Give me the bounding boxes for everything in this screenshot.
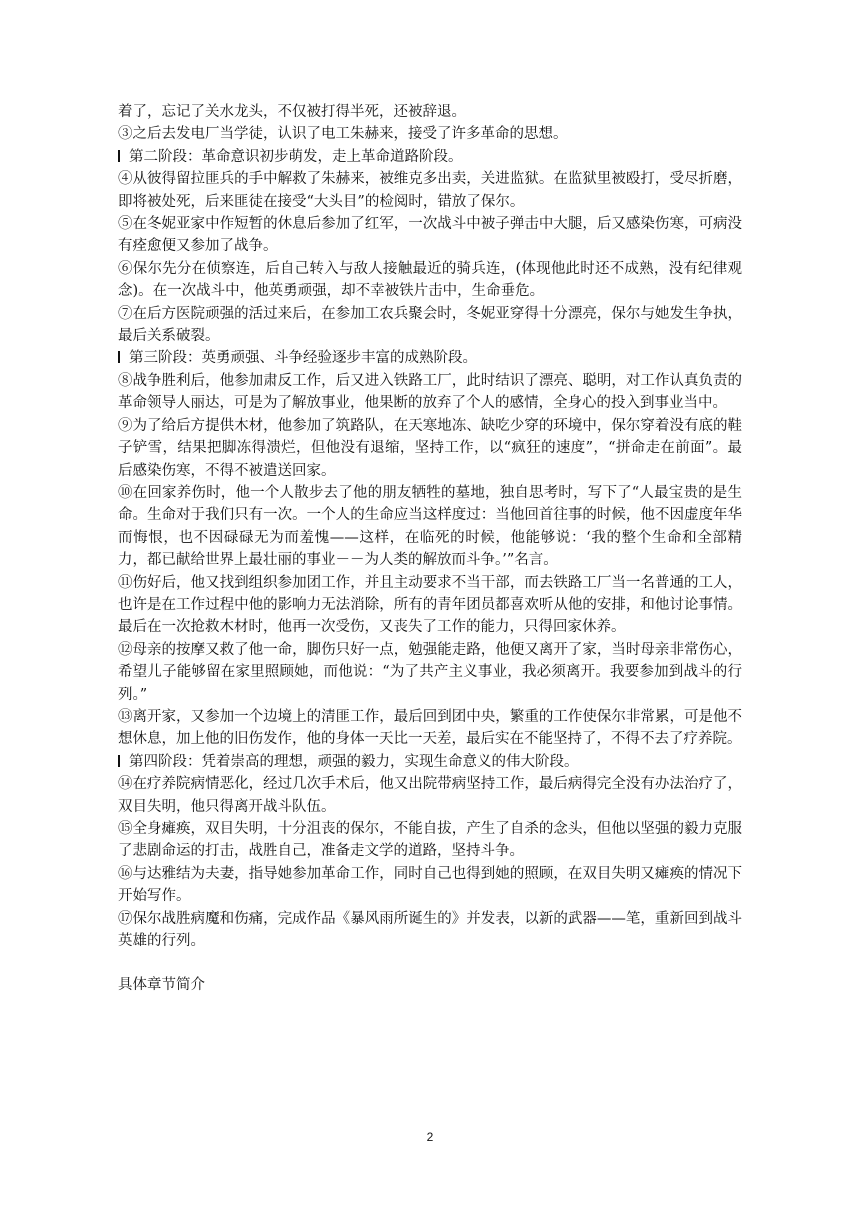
document-body — [118, 101, 742, 997]
paragraph: ⑥保尔先分在侦察连，后自己转入与敌人接触最近的骑兵连，(体现他此时还不成熟，没有纪律观念)。在一次战斗中，他英勇顽强，却不幸被铁片击中，生命垂危。 — [118, 260, 742, 300]
stage-bar-icon — [118, 150, 120, 162]
paragraph: ③之后去发电厂当学徒，认识了电工朱赫来，接受了许多革命的思想。 — [118, 126, 568, 143]
paragraph: ⑩在回家养伤时，他一个人散步去了他的朋友牺牲的墓地，独自思考时，写下了“人最宝贵的是生命。生命对于我们只有一次。一个人的生命应当这样度过：当他回首往事的时候，他不因虚度年华而悔恨，也不因碌碌无为而羞愧——这样，在临死的时候，他能够说：‘我的整个生命和全部精力，都已献给世界上最壮丽的事业－－为人类的解放而斗争。’”名言。 — [118, 484, 742, 569]
stage-heading-text: 第二阶段：革命意识初步萌发，走上革命道路阶段。 — [129, 148, 463, 165]
section-heading: 具体章节简介 — [118, 977, 205, 994]
paragraph: ⑰保尔战胜病魔和伤痛，完成作品《暴风雨所诞生的》并发表，以新的武器——笔，重新回到战斗英雄的行列。 — [118, 910, 742, 950]
stage-heading — [118, 146, 742, 168]
stage-bar-icon — [118, 755, 120, 767]
paragraph: ⑦在后方医院顽强的活过来后，在参加工农兵聚会时，冬妮亚穿得十分漂亮，保尔与她发生争执，最后关系破裂。 — [118, 305, 742, 345]
paragraph: ⑬离开家，又参加一个边境上的清匪工作，最后回到团中央，繁重的工作使保尔非常累，可是他不想休息，加上他的旧伤发作，他的身体一天比一天差，最后实在不能坚持了，不得不去了疗养院。 — [118, 708, 742, 748]
stage-heading-text: 第四阶段：凭着崇高的理想，顽强的毅力，实现生命意义的伟大阶段。 — [129, 753, 579, 770]
paragraph: ⑭在疗养院病情恶化，经过几次手术后，他又出院带病坚持工作，最后病得完全没有办法治疗了，双目失明，他只得离开战斗队伍。 — [118, 776, 742, 815]
paragraph: 着了，忘记了关水龙头，不仅被打得半死，还被辞退。 — [118, 104, 466, 120]
stage-heading-text: 第三阶段：英勇顽强、斗争经验逐步丰富的成熟阶段。 — [129, 350, 477, 367]
paragraph: ⑨为了给后方提供木材，他参加了筑路队，在天寒地冻、缺吃少穿的环境中，保尔穿着没有底的鞋子铲雪，结果把脚冻得溃烂，但他没有退缩，坚持工作，以“疯狂的速度”，“拼命走在前面”。最后感染伤寒，不得不被遣送回家。 — [118, 417, 742, 479]
paragraph: ⑫母亲的按摩又救了他一命，脚伤只好一点，勉强能走路，他便又离开了家，当时母亲非常伤心，希望儿子能够留在家里照顾她，而他说：“为了共产主义事业，我必须离开。我要参加到战斗的行列。” — [118, 641, 742, 703]
page-number: 2 — [426, 1130, 434, 1144]
paragraph: ⑪伤好后，他又找到组织参加团工作，并且主动要求不当干部，而去铁路工厂当一名普通的工人，也许是在工作过程中他的影响力无法消除，所有的青年团员都喜欢听从他的安排，和他讨论事情。最后在一次抢救木材时，他再一次受伤，又丧失了工作的能力，只得回家休养。 — [118, 574, 742, 636]
blank-line — [118, 952, 742, 974]
paragraph: ⑮全身瘫痪，双目失明，十分沮丧的保尔，不能自拔，产生了自杀的念头，但他以坚强的毅力克服了悲剧命运的打击，战胜自己，准备走文学的道路，坚持斗争。 — [118, 821, 742, 860]
paragraph: ⑧战争胜利后，他参加肃反工作，后又进入铁路工厂，此时结识了漂亮、聪明，对工作认真负责的革命领导人丽达，可是为了解放事业，他果断的放弃了个人的感情，全身心的投入到事业当中。 — [118, 372, 742, 412]
paragraph: ⑯与达雅结为夫妻，指导她参加革命工作，同时自己也得到她的照顾，在双目失明又瘫痪的情况下开始写作。 — [118, 865, 742, 905]
paragraph: ⑤在冬妮亚家中作短暂的休息后参加了红军，一次战斗中被子弹击中大腿，后又感染伤寒，可病没有痊愈便又参加了战争。 — [118, 216, 742, 255]
stage-bar-icon — [118, 351, 120, 363]
stage-heading — [118, 347, 742, 369]
paragraph: ④从彼得留拉匪兵的手中解救了朱赫来，被维克多出卖，关进监狱。在监狱里被殴打，受尽折磨，即将被处死，后来匪徒在接受“大头目”的检阅时，错放了保尔。 — [118, 171, 742, 210]
stage-heading — [118, 751, 742, 773]
